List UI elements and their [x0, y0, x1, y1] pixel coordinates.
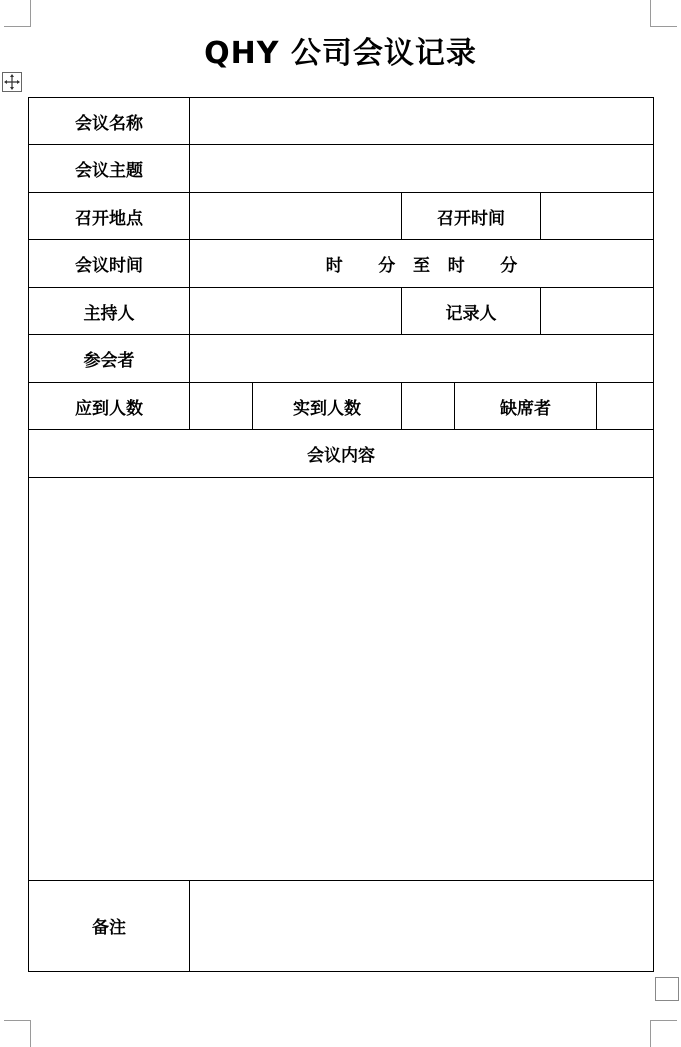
meeting-topic-label: 会议主题 — [29, 145, 190, 192]
minute-unit: 分 — [500, 256, 518, 277]
table-resize-handle[interactable] — [655, 977, 679, 1001]
recorder-field[interactable] — [541, 287, 654, 334]
participants-label: 参会者 — [29, 335, 190, 382]
host-label: 主持人 — [29, 287, 190, 334]
content-header: 会议内容 — [29, 430, 654, 477]
meeting-name-field[interactable] — [190, 98, 654, 145]
meeting-topic-field[interactable] — [190, 145, 654, 192]
notes-field[interactable] — [190, 880, 654, 971]
to-word: 至 — [413, 256, 430, 277]
table-row — [29, 382, 654, 429]
table-row — [29, 145, 654, 192]
absent-label: 缺席者 — [455, 382, 597, 429]
hour-unit: 时 — [447, 256, 465, 277]
table-row — [29, 477, 654, 880]
table-row — [29, 880, 654, 971]
page-corner-mark — [650, 1020, 677, 1047]
meeting-record-table — [28, 97, 654, 972]
page-corner-mark — [4, 0, 31, 27]
minute-unit: 分 — [378, 256, 396, 277]
participants-field[interactable] — [190, 335, 654, 382]
table-row — [29, 335, 654, 382]
table-move-handle-icon[interactable] — [2, 72, 22, 92]
absent-field[interactable] — [597, 382, 654, 429]
actual-count-label: 实到人数 — [253, 382, 402, 429]
table-row — [29, 240, 654, 287]
host-field[interactable] — [190, 287, 402, 334]
table-row — [29, 98, 654, 145]
expected-count-label: 应到人数 — [29, 382, 190, 429]
table-row — [29, 287, 654, 334]
expected-count-field[interactable] — [190, 382, 253, 429]
meeting-content-area[interactable] — [29, 477, 654, 880]
meeting-time-label: 会议时间 — [29, 240, 190, 287]
table-row — [29, 430, 654, 477]
convene-time-label: 召开时间 — [402, 192, 541, 239]
meeting-name-label: 会议名称 — [29, 98, 190, 145]
convene-time-field[interactable] — [541, 192, 654, 239]
document-title: QHY 公司会议记录 — [204, 36, 477, 71]
meeting-time-field[interactable] — [190, 240, 654, 287]
location-field[interactable] — [190, 192, 402, 239]
recorder-label: 记录人 — [402, 287, 541, 334]
location-label: 召开地点 — [29, 192, 190, 239]
hour-unit: 时 — [325, 256, 343, 277]
actual-count-field[interactable] — [402, 382, 455, 429]
page-corner-mark — [4, 1020, 31, 1047]
table-row — [29, 192, 654, 239]
page-corner-mark — [650, 0, 677, 27]
notes-label: 备注 — [29, 880, 190, 971]
